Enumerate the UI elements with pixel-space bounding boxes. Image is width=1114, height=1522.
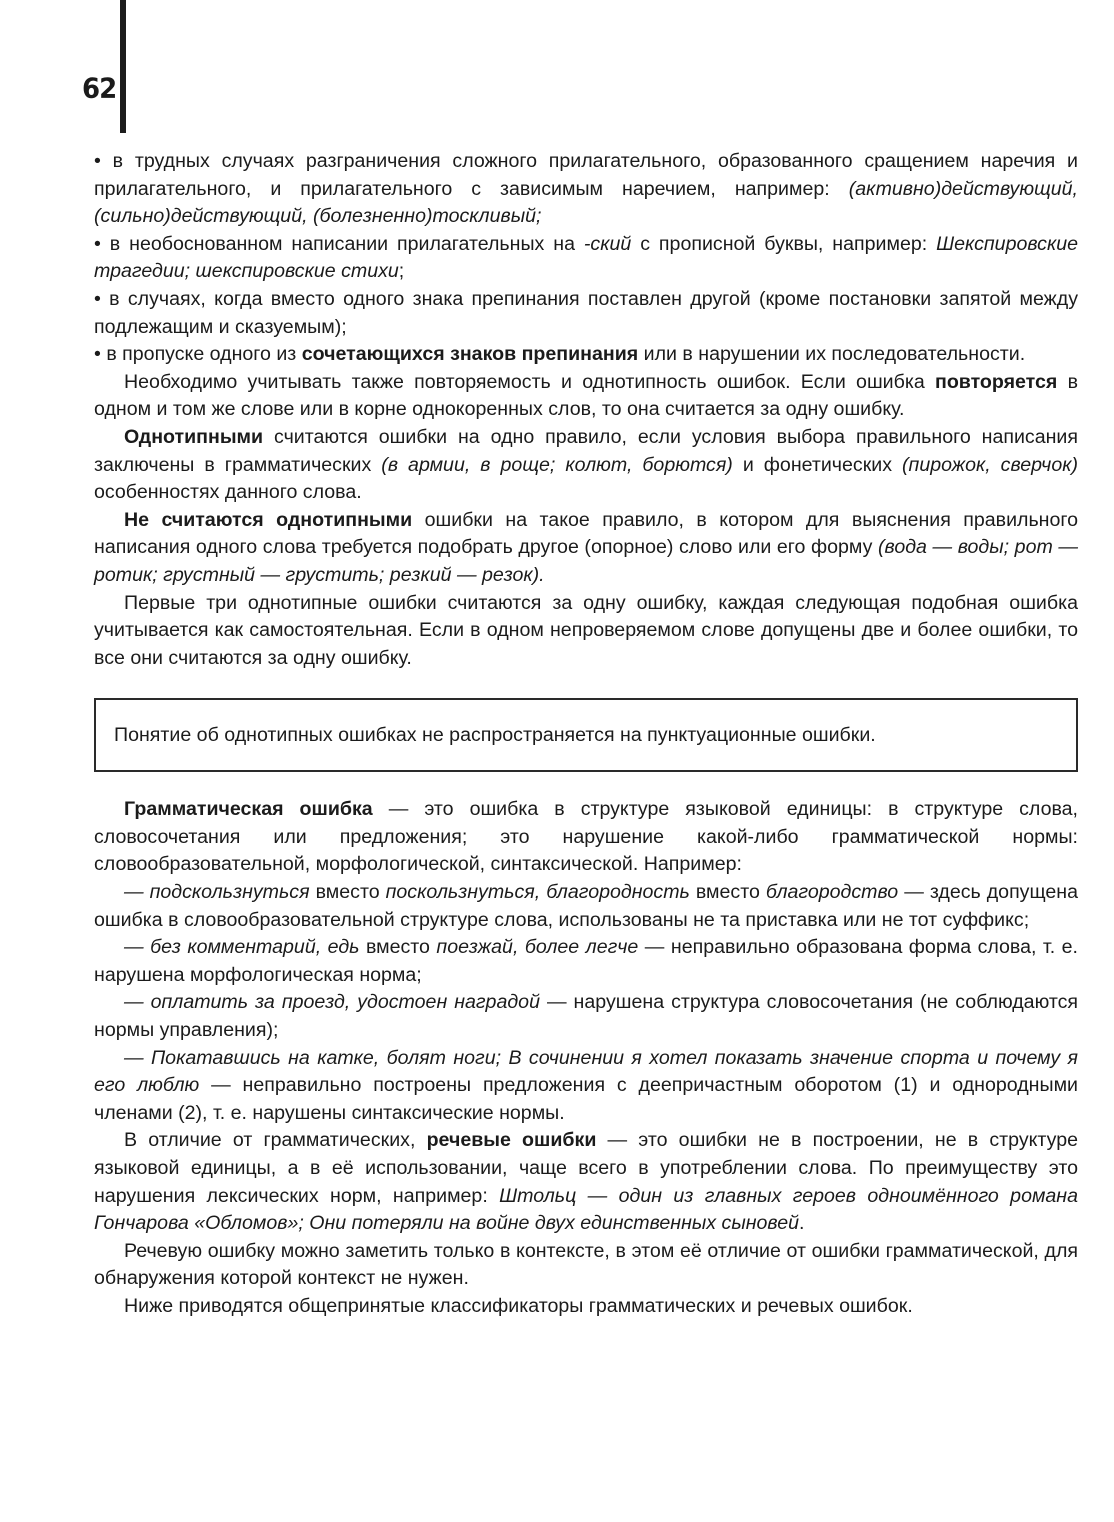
paragraph-grammatical-error: Грамматическая ошибка — это ошибка в структуре языковой единицы: в структуре слова, словосочетания или предложения; это нарушение какой-либо грамматической нормы: словообразовательной, морфологической, синтаксической. Например: <box>94 798 1079 876</box>
paragraph-repetition: Необходимо учитывать также повторяемость и однотипность ошибок. Если ошибка повторяется в одном и том же слове или в корне однокоренных слов, то она считается за одну ошибку. <box>94 370 1078 421</box>
margin-rule <box>120 0 126 133</box>
page-number: 62 <box>82 73 117 105</box>
bullet-item: • в необоснованном написании прилагательных на -ский с прописной буквы, например: Шекспировские трагедии; шекспировские стихи; <box>94 232 1078 283</box>
paragraph-speech-errors: В отличие от грамматических, речевые ошибки — это ошибки не в построении, не в структуре языковой единицы, а в её использовании, чаще всего в употреблении слова. По преимуществу это нарушения лексических норм, например: Штольц — один из главных героев одноимённого романа Гончарова «Обломов»; Они потеряли на войне двух единственных сыновей. <box>94 1129 1078 1235</box>
bullet-icon: • <box>94 287 110 310</box>
bullet-item: • в пропуске одного из сочетающихся знаков препинания или в нарушении их последовательности. <box>94 343 1026 366</box>
paragraph-first-three: Первые три однотипные ошибки считаются за одну ошибку, каждая следующая подобная ошибка учитывается как самостоятельная. Если в одном непроверяемом слове допущены две и более ошибки, то все они считаются за одну ошибку. <box>94 591 1078 669</box>
bullet-icon: • <box>94 150 113 172</box>
paragraph-classifiers: Ниже приводятся общепринятые классификаторы грамматических и речевых ошибок. <box>124 1294 913 1317</box>
page-body <box>94 148 1078 1321</box>
example-morphology: — без комментарий, едь вместо поезжай, более легче — неправильно образована форма слова, т. е. нарушена морфологическая норма; <box>94 936 1078 986</box>
example-collocation: — оплатить за проезд, удостоен наградой — нарушена структура словосочетания (не соблюдаются нормы управления); <box>94 991 1078 1042</box>
example-syntax: — Покатавшись на катке, болят ноги; В сочинении я хотел показать значение спорта и почему я его люблю — неправильно построены предложения с деепричастным оборотом (1) и однородными членами (2), т. е. нарушены синтаксические нормы. <box>94 1046 1078 1124</box>
paragraph-context: Речевую ошибку можно заметить только в контексте, в этом её отличие от ошибки грамматической, для обнаружения которой контекст не нужен. <box>94 1239 1078 1290</box>
paragraph-not-same-type: Не считаются однотипными ошибки на такое правило, в котором для выяснения правильного написания одного слова требуется подобрать другое (опорное) слово или его форму (вода — воды; рот — ротик; грустный — грустить; резкий — резок). <box>94 508 1078 586</box>
bullet-item: • в случаях, когда вместо одного знака препинания поставлен другой (кроме постановки запятой между подлежащим и сказуемым); <box>94 287 1078 338</box>
note-box: Понятие об однотипных ошибках не распространяется на пунктуационные ошибки. <box>94 698 1078 772</box>
example-word-formation: — подскользнуться вместо поскользнуться, благородность вместо благородство — здесь допущена ошибка в словообразовательной структуре слова, использованы не та приставка или не тот суффикс; <box>94 881 1078 931</box>
paragraph-same-type: Однотипными считаются ошибки на одно правило, если условия выбора правильного написания заключены в грамматических (в армии, в роще; колют, борются) и фонетических (пирожок, сверчок) особенностях данного слова. <box>94 425 1078 504</box>
bullet-icon: • <box>94 343 107 366</box>
bullet-item: • в трудных случаях разграничения сложного прилагательного, образованного сращением наречия и прилагательного, и прилагательного с зависимым наречием, например: (активно)действующий, (сильно)действующий, (болезненно)тоскливый; <box>94 150 1078 228</box>
bullet-icon: • <box>94 232 110 255</box>
